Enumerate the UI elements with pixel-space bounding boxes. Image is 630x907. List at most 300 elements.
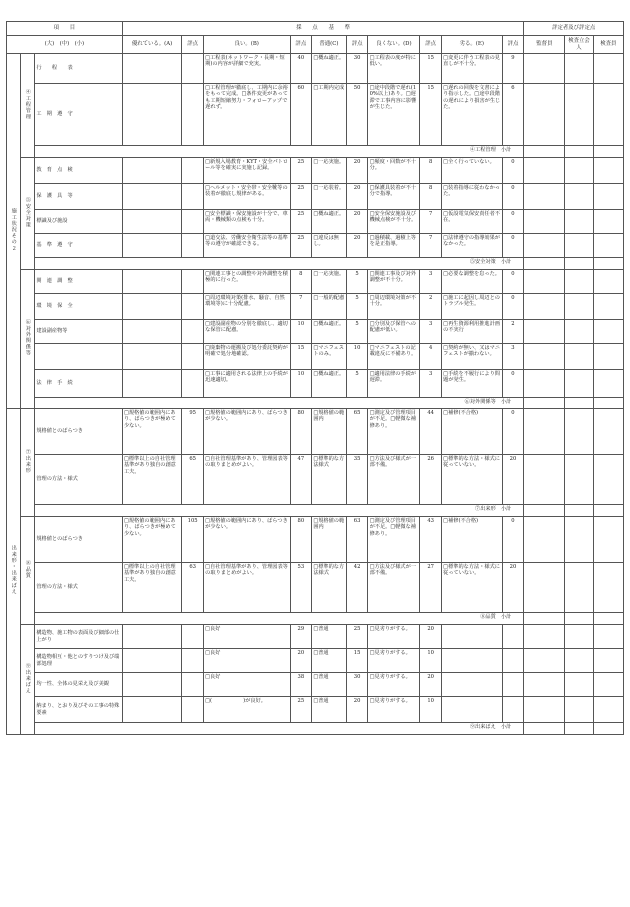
inspector-score-cell[interactable] <box>593 625 623 649</box>
score-d: 44 <box>420 409 442 455</box>
subtotal-attendee[interactable] <box>565 258 593 270</box>
item-name: 行 程 表 <box>35 54 123 84</box>
score-e: 0 <box>502 158 524 184</box>
score-d: 4 <box>420 344 442 370</box>
supervisor-score-cell[interactable] <box>524 344 565 370</box>
score-d: 7 <box>420 234 442 258</box>
attendee-score-cell[interactable] <box>565 184 593 210</box>
criteria-d: □適用法律の手続が遅滞。 <box>368 370 420 398</box>
table-row <box>7 184 624 210</box>
criteria-e: □遅れの回復を文書により指示した。□途中段階の遅れにより損害が生じた。 <box>441 84 502 146</box>
middle-category-label: ⑦出来形 <box>24 448 31 474</box>
score-b: 7 <box>290 294 312 320</box>
item-name: 工 期 遵 守 <box>35 84 123 146</box>
criteria-a <box>122 320 182 344</box>
criteria-b: □安全標識・保安施設が十分で、車両・機械類の点検も十分。 <box>203 210 290 234</box>
score-d: 8 <box>420 158 442 184</box>
score-b: 25 <box>290 697 312 723</box>
criteria-d: □方法及び様式が一部不備。 <box>368 563 420 613</box>
criteria-d: □関連工事及び対外調整が不十分。 <box>368 270 420 294</box>
supervisor-score-cell[interactable] <box>524 625 565 649</box>
score-c: 10 <box>346 344 368 370</box>
criteria-e <box>441 649 502 673</box>
inspector-score-cell[interactable] <box>593 294 623 320</box>
criteria-e: □変更に伴う工程表の見直しが不十分。 <box>441 54 502 84</box>
attendee-score-cell[interactable] <box>565 625 593 649</box>
supervisor-score-cell[interactable] <box>524 697 565 723</box>
criteria-c: □概ね適正。 <box>312 210 347 234</box>
criteria-c: □違反は無し。 <box>312 234 347 258</box>
score-e: 9 <box>502 54 524 84</box>
table-row <box>7 210 624 234</box>
score-b: 80 <box>290 517 312 563</box>
subtotal-inspector[interactable] <box>593 613 623 625</box>
attendee-score-cell[interactable] <box>565 270 593 294</box>
item-name: 管理の方法・様式 <box>35 455 123 505</box>
score-d: 8 <box>420 184 442 210</box>
score-d: 3 <box>420 270 442 294</box>
criteria-a <box>122 673 182 697</box>
supervisor-score-cell[interactable] <box>524 517 565 563</box>
score-e <box>502 673 524 697</box>
criteria-c: □マニフェストのみ。 <box>312 344 347 370</box>
criteria-d: □周辺環境対策が不十分。 <box>368 294 420 320</box>
inspector-score-cell[interactable] <box>593 697 623 723</box>
criteria-e <box>441 625 502 649</box>
score-a <box>182 210 204 234</box>
score-e: 0 <box>502 409 524 455</box>
subtotal-label: ⑦出来形 小計 <box>35 505 524 517</box>
criteria-b: □( )が良好。 <box>203 697 290 723</box>
inspector-score-cell[interactable] <box>593 234 623 258</box>
score-e: 0 <box>502 517 524 563</box>
criteria-c: □概ね適正。 <box>312 370 347 398</box>
levels-header: (大) (中) (小) <box>7 36 123 54</box>
criteria-b: □規格値の範囲内にあり、ばらつきが少ない。 <box>203 409 290 455</box>
subtotal-inspector[interactable] <box>593 723 623 735</box>
criteria-d: □過積載、過積上等を是正指導。 <box>368 234 420 258</box>
criteria-b: □規格値の範囲内にあり、ばらつきが少ない。 <box>203 517 290 563</box>
supervisor-score-cell[interactable] <box>524 370 565 398</box>
score-b: 53 <box>290 563 312 613</box>
supervisor-score-cell[interactable] <box>524 184 565 210</box>
table-row <box>7 320 624 344</box>
score-a <box>182 320 204 344</box>
attendee-score-cell[interactable] <box>565 158 593 184</box>
criteria-a: □標準以上の自社管理基準があり独自の創意工夫。 <box>122 455 182 505</box>
score-c: 20 <box>346 697 368 723</box>
middle-category-cell <box>21 270 35 409</box>
criteria-b: □廃棄物の運搬及び処分委託契約が明確で処分地確認。 <box>203 344 290 370</box>
score-b: 38 <box>290 673 312 697</box>
criteria-d: □見劣りがする。 <box>368 697 420 723</box>
subtotal-row <box>7 258 624 270</box>
score-a <box>182 158 204 184</box>
score-c: 63 <box>346 517 368 563</box>
score-c: 30 <box>346 54 368 84</box>
criteria-d: □分別及び保管への配慮が低い。 <box>368 320 420 344</box>
criteria-e: □契約が無い、又はマニフェストが揃わない。 <box>441 344 502 370</box>
inspector-score-cell[interactable] <box>593 649 623 673</box>
item-name: 法 律 手 続 <box>35 370 123 398</box>
score-a <box>182 344 204 370</box>
criteria-e <box>441 673 502 697</box>
score-e <box>502 625 524 649</box>
criteria-b: □新規入場教育・KYT・安全パトロール等を確実に実施し記録。 <box>203 158 290 184</box>
criteria-c: □一応装着。 <box>312 184 347 210</box>
supervisor-header: 監督員 <box>524 36 565 54</box>
criteria-a <box>122 344 182 370</box>
subtotal-label: ⑧品質 小計 <box>35 613 524 625</box>
inspector-score-cell[interactable] <box>593 158 623 184</box>
score-b: 20 <box>290 649 312 673</box>
criteria-e: □法律遵守の指導効果がなかった。 <box>441 234 502 258</box>
criteria-b: □建設副産物の分別を徹底し、適切な保管に配慮。 <box>203 320 290 344</box>
subtotal-supervisor[interactable] <box>524 505 565 517</box>
subtotal-supervisor[interactable] <box>524 613 565 625</box>
criteria-a <box>122 697 182 723</box>
score-a <box>182 625 204 649</box>
criteria-c: □標準的な方法様式 <box>312 455 347 505</box>
score-c: 5 <box>346 370 368 398</box>
supervisor-score-cell[interactable] <box>524 54 565 84</box>
col-b-header: 良い。(B) <box>203 36 290 54</box>
score-header: 評点 <box>502 36 524 54</box>
score-a <box>182 84 204 146</box>
table-row <box>7 294 624 320</box>
middle-category-cell <box>21 625 35 735</box>
score-b: 29 <box>290 625 312 649</box>
criteria-e: □手続を不履行により問題が発生。 <box>441 370 502 398</box>
inspector-score-cell[interactable] <box>593 270 623 294</box>
criteria-c: □規格値の範囲内 <box>312 517 347 563</box>
inspector-score-cell[interactable] <box>593 184 623 210</box>
middle-category-cell <box>21 158 35 270</box>
middle-category-label: ⑥対外関係等 <box>24 319 31 357</box>
criteria-d: □マニフェストの記載違反に不備あり。 <box>368 344 420 370</box>
table-row <box>7 234 624 258</box>
subtotal-inspector[interactable] <box>593 258 623 270</box>
score-c: 30 <box>346 673 368 697</box>
table-row <box>7 563 624 613</box>
criteria-c: □一応実施。 <box>312 158 347 184</box>
score-e <box>502 697 524 723</box>
subtotal-attendee[interactable] <box>565 613 593 625</box>
criteria-e: □施工に起因し周辺とのトラブル発生。 <box>441 294 502 320</box>
subtotal-supervisor[interactable] <box>524 146 565 158</box>
criteria-d: □見劣りがする。 <box>368 649 420 673</box>
inspector-score-cell[interactable] <box>593 517 623 563</box>
attendee-score-cell[interactable] <box>565 409 593 455</box>
criteria-e: □装着指導に従わなかった。 <box>441 184 502 210</box>
item-name: 規格値とのばらつき <box>35 517 123 563</box>
subtotal-attendee[interactable] <box>565 505 593 517</box>
subtotal-inspector[interactable] <box>593 398 623 409</box>
supervisor-score-cell[interactable] <box>524 320 565 344</box>
criteria-b: □良好 <box>203 649 290 673</box>
subtotal-supervisor[interactable] <box>524 398 565 409</box>
supervisor-score-cell[interactable] <box>524 455 565 505</box>
criteria-b: □工事に適用される法律上の手続が迅速適切。 <box>203 370 290 398</box>
score-header: 評点 <box>290 36 312 54</box>
criteria-c: □一般的配慮 <box>312 294 347 320</box>
middle-category-cell <box>21 54 35 158</box>
score-b: 25 <box>290 210 312 234</box>
inspection-attendee-header: 検査立会人 <box>565 36 593 54</box>
subtotal-row <box>7 613 624 625</box>
score-b: 25 <box>290 158 312 184</box>
criteria-a <box>122 210 182 234</box>
criteria-d: □見劣りがする。 <box>368 625 420 649</box>
criteria-c: □概ね適正。 <box>312 54 347 84</box>
supervisor-score-cell[interactable] <box>524 673 565 697</box>
supervisor-score-cell[interactable] <box>524 234 565 258</box>
criteria-b: □道交法、労働安全衛生法等の基準等の遵守が確認できる。 <box>203 234 290 258</box>
score-header: 評点 <box>182 36 204 54</box>
criteria-c: □普通 <box>312 673 347 697</box>
inspector-score-cell[interactable] <box>593 54 623 84</box>
table-row <box>7 517 624 563</box>
score-a <box>182 370 204 398</box>
score-c: 25 <box>346 625 368 649</box>
supervisor-score-cell[interactable] <box>524 294 565 320</box>
score-d: 3 <box>420 370 442 398</box>
col-c-header: 普通(C) <box>312 36 347 54</box>
score-c: 35 <box>346 455 368 505</box>
subtotal-label: ⑤安全対策 小計 <box>35 258 524 270</box>
score-d: 43 <box>420 517 442 563</box>
item-name: 構造物相互・他とのすりつけ及び端部処理 <box>35 649 123 673</box>
score-d: 2 <box>420 294 442 320</box>
inspector-header: 検査員 <box>593 36 623 54</box>
table-row <box>7 344 624 370</box>
attendee-score-cell[interactable] <box>565 370 593 398</box>
criteria-e: □補修(不合格) <box>441 517 502 563</box>
score-c: 65 <box>346 409 368 455</box>
item-name: 均一性、全体の見栄え及び美観 <box>35 673 123 697</box>
score-d: 3 <box>420 320 442 344</box>
score-c: 5 <box>346 270 368 294</box>
col-a-header: 優れている。(A) <box>122 36 182 54</box>
attendee-score-cell[interactable] <box>565 455 593 505</box>
score-b: 15 <box>290 344 312 370</box>
supervisor-score-cell[interactable] <box>524 210 565 234</box>
item-header <box>7 22 123 36</box>
inspector-score-cell[interactable] <box>593 84 623 146</box>
supervisor-score-cell[interactable] <box>524 649 565 673</box>
subtotal-row <box>7 146 624 158</box>
table-row <box>7 84 624 146</box>
subtotal-attendee[interactable] <box>565 398 593 409</box>
criteria-c: □一応実施。 <box>312 270 347 294</box>
attendee-score-cell[interactable] <box>565 344 593 370</box>
score-c: 20 <box>346 210 368 234</box>
score-b: 60 <box>290 84 312 146</box>
score-a <box>182 649 204 673</box>
criteria-e: □必要な調整を怠った。 <box>441 270 502 294</box>
criteria-a: □規格値の範囲内にあり、ばらつきが極めて少ない。 <box>122 517 182 563</box>
supervisor-score-cell[interactable] <box>524 409 565 455</box>
criteria-b: □ヘルメット・安全帯・安全靴等の装着が徹底し規律がある。 <box>203 184 290 210</box>
attendee-score-cell[interactable] <box>565 320 593 344</box>
supervisor-score-cell[interactable] <box>524 563 565 613</box>
score-d: 26 <box>420 455 442 505</box>
score-b: 10 <box>290 320 312 344</box>
major-category-label: 出来形・出来ばえ <box>10 545 17 596</box>
criteria-d: □見劣りがする。 <box>368 673 420 697</box>
attendee-score-cell[interactable] <box>565 563 593 613</box>
score-e: 0 <box>502 294 524 320</box>
score-b: 10 <box>290 370 312 398</box>
score-a: 105 <box>182 517 204 563</box>
attendee-score-cell[interactable] <box>565 84 593 146</box>
middle-category-cell <box>21 409 35 517</box>
score-c: 20 <box>346 184 368 210</box>
score-e: 2 <box>502 320 524 344</box>
subtotal-inspector[interactable] <box>593 146 623 158</box>
attendee-score-cell[interactable] <box>565 234 593 258</box>
score-c: 5 <box>346 320 368 344</box>
attendee-score-cell[interactable] <box>565 210 593 234</box>
score-d: 15 <box>420 84 442 146</box>
score-c: 5 <box>346 294 368 320</box>
score-b: 47 <box>290 455 312 505</box>
item-name <box>35 344 123 370</box>
item-name: 納まり、とおり及びその工事の特殊要素 <box>35 697 123 723</box>
score-e: 20 <box>502 563 524 613</box>
table-row <box>7 697 624 723</box>
criteria-c: □規格値の範囲内 <box>312 409 347 455</box>
criteria-b: □関連工事との調整や対外調整を積極的に行った。 <box>203 270 290 294</box>
item-name: 教 育 点 検 <box>35 158 123 184</box>
criteria-b: □自社管理基準があり、管理図表等の取りまとめがよい。 <box>203 563 290 613</box>
score-e: 6 <box>502 84 524 146</box>
criteria-d: □保護具装着が不十分で指導。 <box>368 184 420 210</box>
criteria-a <box>122 158 182 184</box>
criteria-b: □工程管理が徹底し、工期内に余裕をもって完成。□条件変更があっても工期短縮努力・フォローアップで遅れず。 <box>203 84 290 146</box>
criteria-b: □自社管理基準があり、管理図表等の取りまとめがよい。 <box>203 455 290 505</box>
item-name: 関 連 調 整 <box>35 270 123 294</box>
criteria-a <box>122 54 182 84</box>
inspector-score-cell[interactable] <box>593 320 623 344</box>
criteria-e: □全く行っていない。 <box>441 158 502 184</box>
criteria-a <box>122 234 182 258</box>
score-d: 27 <box>420 563 442 613</box>
criteria-a <box>122 649 182 673</box>
criteria-e: □標準的な方法・様式に従っていない。 <box>441 563 502 613</box>
inspector-score-cell[interactable] <box>593 344 623 370</box>
score-e: 3 <box>502 344 524 370</box>
score-b: 25 <box>290 184 312 210</box>
criteria-c: □工期内完成 <box>312 84 347 146</box>
criteria-b: □工程表(ネットワーク・長期・短期)の内容が詳細で充実。 <box>203 54 290 84</box>
score-b: 25 <box>290 234 312 258</box>
score-header: 評点 <box>420 36 442 54</box>
attendee-score-cell[interactable] <box>565 697 593 723</box>
middle-category-label: ⑧品質 <box>24 559 31 579</box>
item-name: 環 境 保 全 <box>35 294 123 320</box>
criteria-a: □規格値の範囲内にあり、ばらつきが極めて少ない。 <box>122 409 182 455</box>
middle-category-label: ⑨出来ばえ <box>24 662 31 694</box>
score-e: 0 <box>502 370 524 398</box>
criteria-e: □標準的な方法・様式に従っていない。 <box>441 455 502 505</box>
criteria-e <box>441 697 502 723</box>
criteria-a <box>122 370 182 398</box>
score-d: 20 <box>420 673 442 697</box>
attendee-score-cell[interactable] <box>565 649 593 673</box>
score-d: 7 <box>420 210 442 234</box>
score-e: 0 <box>502 234 524 258</box>
evaluator-header: 評定者及び評定点 <box>524 22 624 36</box>
criteria-a <box>122 270 182 294</box>
attendee-score-cell[interactable] <box>565 673 593 697</box>
supervisor-score-cell[interactable] <box>524 158 565 184</box>
score-d: 20 <box>420 625 442 649</box>
subtotal-label: ④工程管理 小計 <box>35 146 524 158</box>
criteria-a <box>122 184 182 210</box>
subtotal-supervisor[interactable] <box>524 723 565 735</box>
middle-category-label: ⑤安全対策 <box>24 196 31 228</box>
inspector-score-cell[interactable] <box>593 409 623 455</box>
subtotal-row <box>7 398 624 409</box>
supervisor-score-cell[interactable] <box>524 270 565 294</box>
inspector-score-cell[interactable] <box>593 455 623 505</box>
criteria-header: 採 点 基 準 <box>122 22 524 36</box>
subtotal-attendee[interactable] <box>565 723 593 735</box>
score-d: 10 <box>420 649 442 673</box>
inspector-score-cell[interactable] <box>593 563 623 613</box>
score-a: 65 <box>182 455 204 505</box>
score-b: 80 <box>290 409 312 455</box>
subtotal-inspector[interactable] <box>593 505 623 517</box>
col-d-header: 良くない。(D) <box>368 36 420 54</box>
table-row <box>7 158 624 184</box>
score-a <box>182 697 204 723</box>
item-name: 保 護 具 等 <box>35 184 123 210</box>
criteria-a <box>122 294 182 320</box>
subtotal-supervisor[interactable] <box>524 258 565 270</box>
criteria-e: □再生資源利用推進計画の不実行 <box>441 320 502 344</box>
criteria-c: □概ね適正。 <box>312 320 347 344</box>
criteria-b: □良好 <box>203 673 290 697</box>
criteria-d: □測定及び管理項目が不足。□軽微な補修あり。 <box>368 409 420 455</box>
criteria-d: □方法及び様式が一部不備。 <box>368 455 420 505</box>
major-category-label: 施工状況その２ <box>10 208 17 252</box>
supervisor-score-cell[interactable] <box>524 84 565 146</box>
subtotal-row <box>7 723 624 735</box>
inspector-score-cell[interactable] <box>593 370 623 398</box>
attendee-score-cell[interactable] <box>565 294 593 320</box>
criteria-d: □工程表の度が特に低い。 <box>368 54 420 84</box>
score-a: 63 <box>182 563 204 613</box>
table-row <box>7 370 624 398</box>
inspector-score-cell[interactable] <box>593 210 623 234</box>
score-a <box>182 294 204 320</box>
subtotal-row <box>7 505 624 517</box>
inspector-score-cell[interactable] <box>593 673 623 697</box>
score-e: 0 <box>502 270 524 294</box>
attendee-score-cell[interactable] <box>565 54 593 84</box>
table-row <box>7 455 624 505</box>
score-b: 8 <box>290 270 312 294</box>
subtotal-attendee[interactable] <box>565 146 593 158</box>
evaluation-table <box>6 21 624 735</box>
major-category-cell <box>7 409 21 735</box>
score-header: 評点 <box>346 36 368 54</box>
attendee-score-cell[interactable] <box>565 517 593 563</box>
item-name: 構造物、施工物の表面及び細部の仕上がり <box>35 625 123 649</box>
score-e: 20 <box>502 455 524 505</box>
